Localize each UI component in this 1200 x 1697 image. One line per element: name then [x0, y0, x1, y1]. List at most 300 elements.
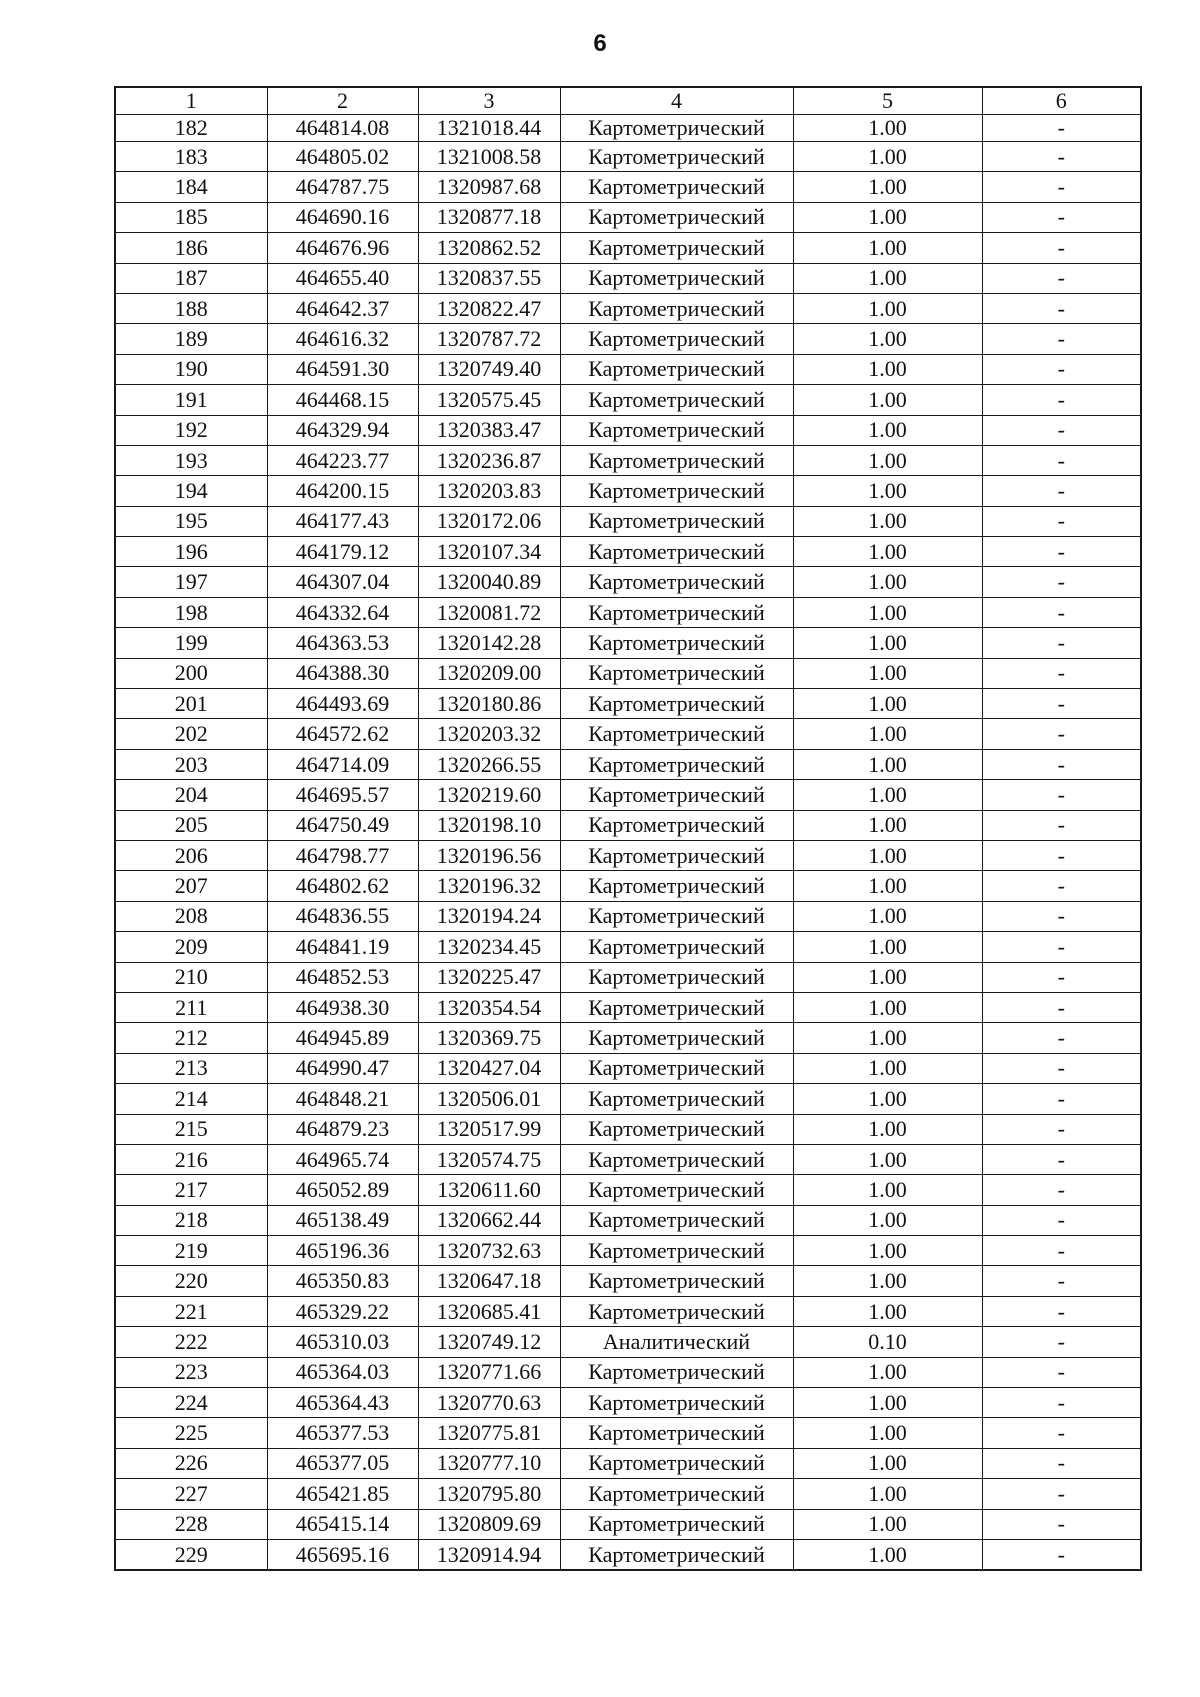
table-body: [115, 115, 1141, 1571]
point-number-cell: 213: [115, 1053, 267, 1083]
table-row: [115, 780, 1141, 810]
note-cell: -: [982, 1539, 1141, 1570]
column-header: 6: [982, 87, 1141, 115]
point-number-cell: 223: [115, 1357, 267, 1387]
x-coordinate-cell: 464468.15: [267, 385, 418, 415]
note-cell: -: [982, 901, 1141, 931]
x-coordinate-cell: 465196.36: [267, 1236, 418, 1266]
table-row: [115, 719, 1141, 749]
note-cell: -: [982, 172, 1141, 202]
method-cell: Картометрический: [560, 293, 793, 323]
table-row: [115, 1205, 1141, 1235]
y-coordinate-cell: 1320685.41: [418, 1296, 560, 1326]
note-cell: -: [982, 1266, 1141, 1296]
accuracy-cell: 1.00: [793, 1418, 982, 1448]
method-cell: Картометрический: [560, 1448, 793, 1478]
note-cell: -: [982, 1175, 1141, 1205]
y-coordinate-cell: 1320198.10: [418, 810, 560, 840]
x-coordinate-cell: 465138.49: [267, 1205, 418, 1235]
note-cell: -: [982, 1448, 1141, 1478]
x-coordinate-cell: 464848.21: [267, 1084, 418, 1114]
table-row: [115, 1509, 1141, 1539]
accuracy-cell: 1.00: [793, 1388, 982, 1418]
method-cell: Картометрический: [560, 1205, 793, 1235]
accuracy-cell: 1.00: [793, 1205, 982, 1235]
note-cell: -: [982, 597, 1141, 627]
accuracy-cell: 1.00: [793, 1357, 982, 1387]
method-cell: Картометрический: [560, 1357, 793, 1387]
method-cell: Картометрический: [560, 415, 793, 445]
y-coordinate-cell: 1320795.80: [418, 1479, 560, 1509]
accuracy-cell: 1.00: [793, 172, 982, 202]
x-coordinate-cell: 464616.32: [267, 324, 418, 354]
y-coordinate-cell: 1320862.52: [418, 233, 560, 263]
y-coordinate-cell: 1320770.63: [418, 1388, 560, 1418]
y-coordinate-cell: 1320662.44: [418, 1205, 560, 1235]
note-cell: -: [982, 385, 1141, 415]
accuracy-cell: 1.00: [793, 1236, 982, 1266]
x-coordinate-cell: 464690.16: [267, 202, 418, 232]
method-cell: Картометрический: [560, 476, 793, 506]
y-coordinate-cell: 1320775.81: [418, 1418, 560, 1448]
note-cell: -: [982, 324, 1141, 354]
note-cell: -: [982, 445, 1141, 475]
y-coordinate-cell: 1320822.47: [418, 293, 560, 323]
accuracy-cell: 1.00: [793, 1114, 982, 1144]
table-row: [115, 506, 1141, 536]
note-cell: -: [982, 567, 1141, 597]
point-number-cell: 224: [115, 1388, 267, 1418]
y-coordinate-cell: 1320749.12: [418, 1327, 560, 1357]
point-number-cell: 211: [115, 992, 267, 1022]
table-row: [115, 992, 1141, 1022]
method-cell: Аналитический: [560, 1327, 793, 1357]
note-cell: -: [982, 202, 1141, 232]
y-coordinate-cell: 1320040.89: [418, 567, 560, 597]
accuracy-cell: 1.00: [793, 233, 982, 263]
accuracy-cell: 1.00: [793, 992, 982, 1022]
y-coordinate-cell: 1320203.32: [418, 719, 560, 749]
y-coordinate-cell: 1320383.47: [418, 415, 560, 445]
table-header-row: [115, 87, 1141, 115]
y-coordinate-cell: 1320081.72: [418, 597, 560, 627]
point-number-cell: 197: [115, 567, 267, 597]
point-number-cell: 229: [115, 1539, 267, 1570]
point-number-cell: 219: [115, 1236, 267, 1266]
method-cell: Картометрический: [560, 172, 793, 202]
accuracy-cell: 1.00: [793, 932, 982, 962]
y-coordinate-cell: 1320611.60: [418, 1175, 560, 1205]
method-cell: Картометрический: [560, 1053, 793, 1083]
table-row: [115, 1539, 1141, 1570]
point-number-cell: 222: [115, 1327, 267, 1357]
method-cell: Картометрический: [560, 1388, 793, 1418]
accuracy-cell: 1.00: [793, 567, 982, 597]
x-coordinate-cell: 464750.49: [267, 810, 418, 840]
method-cell: Картометрический: [560, 749, 793, 779]
x-coordinate-cell: 464572.62: [267, 719, 418, 749]
method-cell: Картометрический: [560, 537, 793, 567]
point-number-cell: 227: [115, 1479, 267, 1509]
note-cell: -: [982, 1357, 1141, 1387]
note-cell: -: [982, 1479, 1141, 1509]
point-number-cell: 207: [115, 871, 267, 901]
y-coordinate-cell: 1320809.69: [418, 1509, 560, 1539]
method-cell: Картометрический: [560, 324, 793, 354]
y-coordinate-cell: 1320647.18: [418, 1266, 560, 1296]
point-number-cell: 215: [115, 1114, 267, 1144]
table-row: [115, 324, 1141, 354]
note-cell: -: [982, 263, 1141, 293]
x-coordinate-cell: 464493.69: [267, 689, 418, 719]
note-cell: -: [982, 1509, 1141, 1539]
method-cell: Картометрический: [560, 233, 793, 263]
table-row: [115, 293, 1141, 323]
y-coordinate-cell: 1320574.75: [418, 1144, 560, 1174]
table-row: [115, 1418, 1141, 1448]
x-coordinate-cell: 465350.83: [267, 1266, 418, 1296]
column-header: 4: [560, 87, 793, 115]
method-cell: Картометрический: [560, 1539, 793, 1570]
x-coordinate-cell: 464814.08: [267, 115, 418, 142]
point-number-cell: 198: [115, 597, 267, 627]
note-cell: -: [982, 1114, 1141, 1144]
note-cell: -: [982, 142, 1141, 172]
point-number-cell: 185: [115, 202, 267, 232]
accuracy-cell: 1.00: [793, 871, 982, 901]
table-row: [115, 115, 1141, 142]
accuracy-cell: 1.00: [793, 780, 982, 810]
table-row: [115, 172, 1141, 202]
y-coordinate-cell: 1320209.00: [418, 658, 560, 688]
method-cell: Картометрический: [560, 780, 793, 810]
note-cell: -: [982, 1236, 1141, 1266]
accuracy-cell: 1.00: [793, 415, 982, 445]
table-row: [115, 202, 1141, 232]
point-number-cell: 201: [115, 689, 267, 719]
table-row: [115, 1479, 1141, 1509]
table-row: [115, 415, 1141, 445]
table-row: [115, 1266, 1141, 1296]
table-row: [115, 385, 1141, 415]
method-cell: Картометрический: [560, 263, 793, 293]
point-number-cell: 196: [115, 537, 267, 567]
note-cell: -: [982, 1388, 1141, 1418]
note-cell: -: [982, 1053, 1141, 1083]
note-cell: -: [982, 1418, 1141, 1448]
point-number-cell: 187: [115, 263, 267, 293]
method-cell: Картометрический: [560, 445, 793, 475]
accuracy-cell: 1.00: [793, 1175, 982, 1205]
method-cell: Картометрический: [560, 202, 793, 232]
y-coordinate-cell: 1320225.47: [418, 962, 560, 992]
x-coordinate-cell: 464179.12: [267, 537, 418, 567]
note-cell: -: [982, 840, 1141, 870]
accuracy-cell: 1.00: [793, 1479, 982, 1509]
note-cell: -: [982, 506, 1141, 536]
x-coordinate-cell: 464836.55: [267, 901, 418, 931]
y-coordinate-cell: 1320575.45: [418, 385, 560, 415]
point-number-cell: 212: [115, 1023, 267, 1053]
table-row: [115, 901, 1141, 931]
x-coordinate-cell: 464841.19: [267, 932, 418, 962]
x-coordinate-cell: 464329.94: [267, 415, 418, 445]
accuracy-cell: 1.00: [793, 1509, 982, 1539]
point-number-cell: 186: [115, 233, 267, 263]
method-cell: Картометрический: [560, 1023, 793, 1053]
note-cell: -: [982, 1084, 1141, 1114]
accuracy-cell: 1.00: [793, 202, 982, 232]
point-number-cell: 204: [115, 780, 267, 810]
x-coordinate-cell: 464805.02: [267, 142, 418, 172]
table-row: [115, 810, 1141, 840]
accuracy-cell: 1.00: [793, 810, 982, 840]
note-cell: -: [982, 749, 1141, 779]
note-cell: -: [982, 1205, 1141, 1235]
method-cell: Картометрический: [560, 932, 793, 962]
point-number-cell: 195: [115, 506, 267, 536]
table-row: [115, 476, 1141, 506]
accuracy-cell: 1.00: [793, 354, 982, 384]
x-coordinate-cell: 465415.14: [267, 1509, 418, 1539]
table-row: [115, 597, 1141, 627]
accuracy-cell: 1.00: [793, 537, 982, 567]
method-cell: Картометрический: [560, 810, 793, 840]
method-cell: Картометрический: [560, 1114, 793, 1144]
method-cell: Картометрический: [560, 840, 793, 870]
y-coordinate-cell: 1320354.54: [418, 992, 560, 1022]
page-number: 6: [593, 30, 607, 57]
x-coordinate-cell: 464990.47: [267, 1053, 418, 1083]
point-number-cell: 208: [115, 901, 267, 931]
method-cell: Картометрический: [560, 1144, 793, 1174]
y-coordinate-cell: 1320219.60: [418, 780, 560, 810]
x-coordinate-cell: 465310.03: [267, 1327, 418, 1357]
method-cell: Картометрический: [560, 992, 793, 1022]
y-coordinate-cell: 1320987.68: [418, 172, 560, 202]
point-number-cell: 218: [115, 1205, 267, 1235]
method-cell: Картометрический: [560, 1084, 793, 1114]
point-number-cell: 225: [115, 1418, 267, 1448]
table-row: [115, 871, 1141, 901]
point-number-cell: 226: [115, 1448, 267, 1478]
method-cell: Картометрический: [560, 719, 793, 749]
accuracy-cell: 1.00: [793, 293, 982, 323]
x-coordinate-cell: 464591.30: [267, 354, 418, 384]
note-cell: -: [982, 1327, 1141, 1357]
note-cell: -: [982, 354, 1141, 384]
accuracy-cell: 0.10: [793, 1327, 982, 1357]
accuracy-cell: 1.00: [793, 476, 982, 506]
point-number-cell: 190: [115, 354, 267, 384]
point-number-cell: 228: [115, 1509, 267, 1539]
accuracy-cell: 1.00: [793, 597, 982, 627]
y-coordinate-cell: 1320427.04: [418, 1053, 560, 1083]
point-number-cell: 217: [115, 1175, 267, 1205]
method-cell: Картометрический: [560, 962, 793, 992]
x-coordinate-cell: 464223.77: [267, 445, 418, 475]
point-number-cell: 209: [115, 932, 267, 962]
y-coordinate-cell: 1320203.83: [418, 476, 560, 506]
x-coordinate-cell: 465052.89: [267, 1175, 418, 1205]
x-coordinate-cell: 464388.30: [267, 658, 418, 688]
x-coordinate-cell: 464945.89: [267, 1023, 418, 1053]
note-cell: -: [982, 932, 1141, 962]
method-cell: Картометрический: [560, 871, 793, 901]
note-cell: -: [982, 476, 1141, 506]
method-cell: Картометрический: [560, 1479, 793, 1509]
note-cell: -: [982, 871, 1141, 901]
y-coordinate-cell: 1320234.45: [418, 932, 560, 962]
table-row: [115, 932, 1141, 962]
y-coordinate-cell: 1320732.63: [418, 1236, 560, 1266]
note-cell: -: [982, 689, 1141, 719]
method-cell: Картометрический: [560, 142, 793, 172]
note-cell: -: [982, 1296, 1141, 1326]
y-coordinate-cell: 1320369.75: [418, 1023, 560, 1053]
y-coordinate-cell: 1320266.55: [418, 749, 560, 779]
accuracy-cell: 1.00: [793, 1448, 982, 1478]
point-number-cell: 206: [115, 840, 267, 870]
accuracy-cell: 1.00: [793, 1144, 982, 1174]
x-coordinate-cell: 465695.16: [267, 1539, 418, 1570]
note-cell: -: [982, 233, 1141, 263]
note-cell: -: [982, 962, 1141, 992]
table-row: [115, 1114, 1141, 1144]
accuracy-cell: 1.00: [793, 506, 982, 536]
table-row: [115, 1023, 1141, 1053]
method-cell: Картометрический: [560, 115, 793, 142]
table-row: [115, 1388, 1141, 1418]
accuracy-cell: 1.00: [793, 385, 982, 415]
note-cell: -: [982, 658, 1141, 688]
accuracy-cell: 1.00: [793, 115, 982, 142]
method-cell: Картометрический: [560, 354, 793, 384]
x-coordinate-cell: 464177.43: [267, 506, 418, 536]
x-coordinate-cell: 464879.23: [267, 1114, 418, 1144]
table-row: [115, 1448, 1141, 1478]
table-row: [115, 142, 1141, 172]
point-number-cell: 200: [115, 658, 267, 688]
y-coordinate-cell: 1320236.87: [418, 445, 560, 475]
x-coordinate-cell: 465377.53: [267, 1418, 418, 1448]
method-cell: Картометрический: [560, 658, 793, 688]
x-coordinate-cell: 465364.43: [267, 1388, 418, 1418]
note-cell: -: [982, 1023, 1141, 1053]
method-cell: Картометрический: [560, 689, 793, 719]
note-cell: -: [982, 537, 1141, 567]
y-coordinate-cell: 1320749.40: [418, 354, 560, 384]
x-coordinate-cell: 464655.40: [267, 263, 418, 293]
x-coordinate-cell: 464714.09: [267, 749, 418, 779]
point-number-cell: 184: [115, 172, 267, 202]
method-cell: Картометрический: [560, 628, 793, 658]
method-cell: Картометрический: [560, 1175, 793, 1205]
y-coordinate-cell: 1320517.99: [418, 1114, 560, 1144]
accuracy-cell: 1.00: [793, 1266, 982, 1296]
x-coordinate-cell: 465377.05: [267, 1448, 418, 1478]
table-row: [115, 1084, 1141, 1114]
accuracy-cell: 1.00: [793, 1296, 982, 1326]
note-cell: -: [982, 780, 1141, 810]
x-coordinate-cell: 464965.74: [267, 1144, 418, 1174]
table-row: [115, 628, 1141, 658]
x-coordinate-cell: 464695.57: [267, 780, 418, 810]
point-number-cell: 203: [115, 749, 267, 779]
y-coordinate-cell: 1320506.01: [418, 1084, 560, 1114]
x-coordinate-cell: 464642.37: [267, 293, 418, 323]
method-cell: Картометрический: [560, 597, 793, 627]
note-cell: -: [982, 810, 1141, 840]
column-header: 1: [115, 87, 267, 115]
table-row: [115, 263, 1141, 293]
accuracy-cell: 1.00: [793, 1539, 982, 1570]
method-cell: Картометрический: [560, 1236, 793, 1266]
x-coordinate-cell: 464938.30: [267, 992, 418, 1022]
y-coordinate-cell: 1320196.32: [418, 871, 560, 901]
table-row: [115, 1053, 1141, 1083]
x-coordinate-cell: 464332.64: [267, 597, 418, 627]
x-coordinate-cell: 464852.53: [267, 962, 418, 992]
point-number-cell: 188: [115, 293, 267, 323]
accuracy-cell: 1.00: [793, 658, 982, 688]
accuracy-cell: 1.00: [793, 840, 982, 870]
point-number-cell: 214: [115, 1084, 267, 1114]
table-row: [115, 354, 1141, 384]
x-coordinate-cell: 464363.53: [267, 628, 418, 658]
accuracy-cell: 1.00: [793, 142, 982, 172]
y-coordinate-cell: 1320877.18: [418, 202, 560, 232]
point-number-cell: 191: [115, 385, 267, 415]
accuracy-cell: 1.00: [793, 263, 982, 293]
point-number-cell: 189: [115, 324, 267, 354]
note-cell: -: [982, 293, 1141, 323]
y-coordinate-cell: 1320787.72: [418, 324, 560, 354]
accuracy-cell: 1.00: [793, 901, 982, 931]
table-row: [115, 962, 1141, 992]
accuracy-cell: 1.00: [793, 324, 982, 354]
note-cell: -: [982, 992, 1141, 1022]
table-row: [115, 1357, 1141, 1387]
point-number-cell: 183: [115, 142, 267, 172]
accuracy-cell: 1.00: [793, 628, 982, 658]
x-coordinate-cell: 464798.77: [267, 840, 418, 870]
point-number-cell: 205: [115, 810, 267, 840]
table-row: [115, 1327, 1141, 1357]
point-number-cell: 220: [115, 1266, 267, 1296]
method-cell: Картометрический: [560, 567, 793, 597]
table-row: [115, 1236, 1141, 1266]
table-row: [115, 1144, 1141, 1174]
table-row: [115, 233, 1141, 263]
point-number-cell: 221: [115, 1296, 267, 1326]
note-cell: -: [982, 115, 1141, 142]
accuracy-cell: 1.00: [793, 1084, 982, 1114]
accuracy-cell: 1.00: [793, 1053, 982, 1083]
x-coordinate-cell: 464676.96: [267, 233, 418, 263]
y-coordinate-cell: 1321008.58: [418, 142, 560, 172]
table-row: [115, 658, 1141, 688]
accuracy-cell: 1.00: [793, 749, 982, 779]
y-coordinate-cell: 1320107.34: [418, 537, 560, 567]
table-row: [115, 537, 1141, 567]
point-number-cell: 202: [115, 719, 267, 749]
method-cell: Картометрический: [560, 506, 793, 536]
note-cell: -: [982, 628, 1141, 658]
x-coordinate-cell: 464787.75: [267, 172, 418, 202]
accuracy-cell: 1.00: [793, 689, 982, 719]
x-coordinate-cell: 464307.04: [267, 567, 418, 597]
